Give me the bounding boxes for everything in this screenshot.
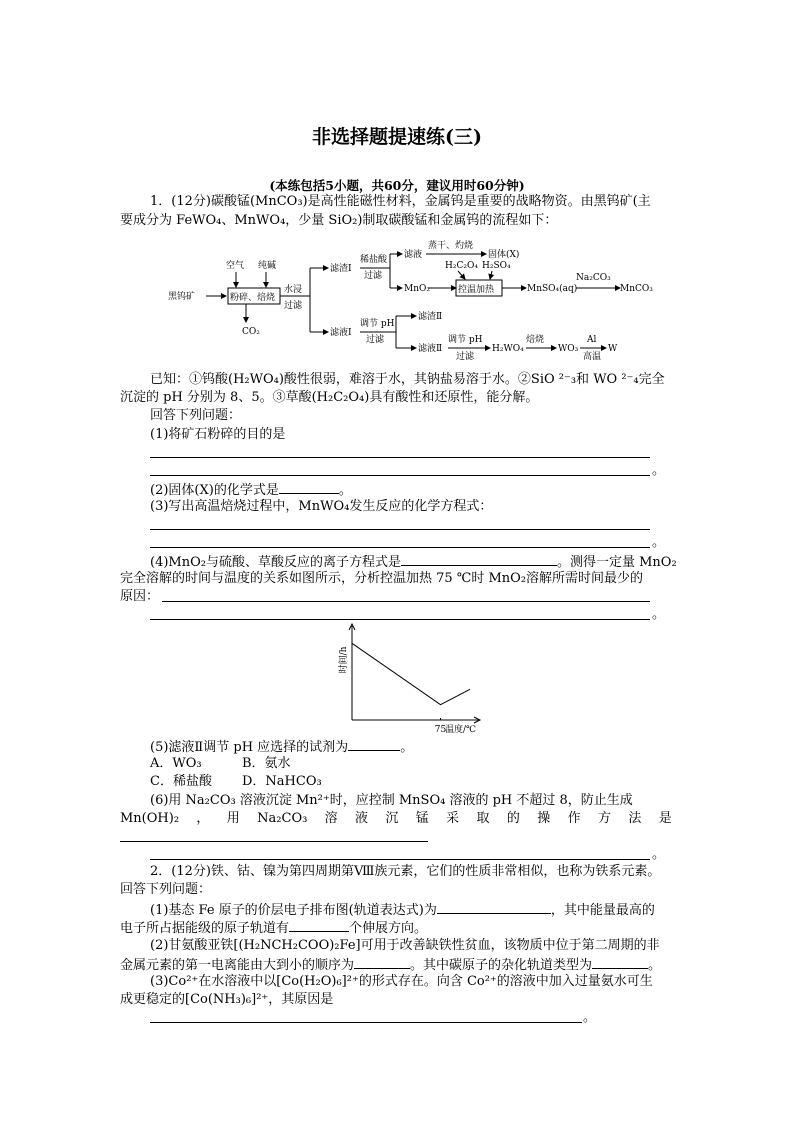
- flow-w: W: [608, 344, 618, 354]
- page-title: 非选择题提速练(三): [312, 126, 482, 148]
- q1-part1-answer-line1[interactable]: [150, 457, 650, 458]
- flow-h2so4: H₂SO₄: [482, 261, 511, 271]
- flow-calcine: 焙烧: [526, 335, 545, 345]
- q1-part6-period: 。: [652, 847, 666, 862]
- q1-option-b[interactable]: B．氨水: [242, 756, 291, 771]
- q1-part6-word: ，: [196, 811, 210, 826]
- flow-roast: 粉碎、焙烧: [230, 293, 276, 303]
- q1-part4-answer-line1[interactable]: [162, 601, 650, 602]
- flow-mnso4: MnSO₄(aq): [527, 284, 578, 294]
- q1-part6-word: 的: [506, 811, 520, 826]
- q1-part6-word: 沉: [385, 811, 399, 826]
- q2-part1-blank2[interactable]: [289, 918, 349, 932]
- flow-h2wo4: H₂WO₄: [492, 344, 524, 354]
- flow-filtrate2: 滤液Ⅱ: [418, 344, 443, 354]
- q2-part1-blank1[interactable]: [437, 900, 551, 914]
- q1-part6-word: Na₂CO₃: [257, 811, 308, 826]
- q1-part6-word: 方: [598, 811, 612, 826]
- q2-part3-period: 。: [583, 1010, 597, 1025]
- q1-part6-answer-line2[interactable]: [150, 859, 650, 860]
- flow-filter1: 过滤: [284, 301, 303, 311]
- flow-filter3: 过滤: [366, 335, 385, 345]
- q1-part4: (4)MnO₂与硫酸、草酸反应的离子方程式是 。测得一定量 MnO₂: [150, 552, 677, 571]
- flow-base: 纯碱: [258, 261, 277, 271]
- q2-intro-line1: 2．(12分)铁、钴、镍为第四周期第Ⅷ族元素，它们的性质非常相似，也称为铁系元素。: [150, 864, 661, 879]
- q2-part1-line2: 电子所占据能级的原子轨道有 个伸展方向。: [120, 918, 427, 937]
- q2-part2-line1: (2)甘氨酸亚铁[(H₂NCH₂COO)₂Fe]可用于改善缺铁性贫血，该物质中位于第二周期的非: [150, 938, 660, 953]
- q1-part1-period: 。: [652, 463, 666, 478]
- q1-part5-blank[interactable]: [348, 737, 400, 751]
- q1-part6-word: 用: [226, 811, 240, 826]
- q2-part2-blank2[interactable]: [592, 955, 648, 969]
- q2-part2-line2: 金属元素的第一电离能由大到小的顺序为 。其中碳原子的杂化轨道类型为 。: [120, 955, 661, 974]
- q1-known-line1: 已知：①钨酸(H₂WO₄)酸性很弱，难溶于水，其钠盐易溶于水。②SiO ²⁻₃和 WO ²⁻₄完全: [150, 372, 665, 387]
- flow-filtrate-top: 滤液: [404, 250, 423, 260]
- q1-part6-word: 采: [446, 811, 460, 826]
- q1-option-d[interactable]: D．NaHCO₃: [242, 774, 322, 789]
- flow-adjust-ph2: 调节 pH: [448, 335, 483, 345]
- flow-adjust-ph1: 调节 pH: [360, 319, 395, 329]
- q1-part5: (5)滤液Ⅱ调节 pH 应选择的试剂为 。: [150, 737, 413, 756]
- q1-option-c[interactable]: C．稀盐酸: [150, 774, 212, 789]
- chart-series-line: [352, 643, 470, 704]
- q2-part3-line2: 成更稳定的[Co(NH₃)₆]²⁺，其原因是: [120, 992, 334, 1007]
- q1-part3-period: 。: [652, 535, 666, 550]
- q1-part3-answer-line1[interactable]: [150, 529, 650, 530]
- chart-y-axis-label: 时间/h: [339, 646, 349, 674]
- flow-evap: 蒸干、灼烧: [428, 241, 474, 251]
- q1-part6-word: 液: [355, 811, 369, 826]
- q1-part6-word: 作: [567, 811, 581, 826]
- q1-answer-prompt: 回答下列问题：: [150, 408, 242, 423]
- flow-ore: 黑钨矿: [168, 292, 196, 302]
- q1-part6-answer-line1[interactable]: [120, 841, 428, 842]
- flow-filter4: 过滤: [456, 352, 475, 362]
- flow-mno2: MnO₂: [404, 284, 430, 294]
- q1-part4-blank[interactable]: [401, 552, 557, 566]
- flow-temp-heat: 控温加热: [458, 285, 495, 295]
- q1-part3: (3)写出高温焙烧过程中，MnWO₄发生反应的化学方程式：: [150, 499, 493, 514]
- q1-intro-line2: 要成分为 FeWO₄、MnWO₄，少量 SiO₂)制取碳酸锰和金属钨的流程如下：: [120, 213, 558, 228]
- process-flow-diagram: [160, 236, 660, 364]
- q1-part1: (1)将矿石粉碎的目的是: [150, 427, 286, 442]
- flow-al: Al: [587, 335, 597, 345]
- q1-part4-line2: 完全溶解的时间与温度的关系如图所示，分析控温加热 75 ℃时 MnO₂溶解所需时间最少的: [120, 571, 644, 586]
- flow-high-temp: 高温: [583, 352, 602, 362]
- flow-co2: CO₂: [242, 327, 260, 337]
- flow-filter2: 过滤: [364, 271, 383, 281]
- flow-leach: 水浸: [284, 285, 303, 295]
- flow-na2co3: Na₂CO₃: [576, 273, 611, 283]
- flow-wo3: WO₃: [558, 344, 579, 354]
- q1-part4-line3: 原因：: [120, 589, 160, 604]
- flow-solid-x: 固体(X): [488, 250, 520, 260]
- q1-part6-word: 溶: [324, 811, 338, 826]
- q2-part3-answer-line[interactable]: [150, 1022, 582, 1023]
- q1-option-a[interactable]: A．WO₃: [150, 756, 202, 771]
- flow-dil-hcl: 稀盐酸: [360, 255, 388, 265]
- q1-part6-line2: [120, 810, 672, 827]
- flow-residue2: 滤渣Ⅱ: [418, 312, 443, 322]
- q1-part6-word: 锰: [415, 811, 429, 826]
- q2-part3-line1: (3)Co²⁺在水溶液中以[Co(H₂O)₆]²⁺的形式存在。向含 Co²⁺的溶液中加入过量氨水可生: [150, 974, 653, 989]
- q1-part2: (2)固体(X)的化学式是 。: [150, 480, 352, 499]
- q1-part1-answer-line2[interactable]: [150, 475, 650, 476]
- q1-known-line2: 沉淀的 pH 分别为 8、5。③草酸(H₂C₂O₄)具有酸性和还原性，能分解。: [120, 390, 539, 405]
- q1-part6-word: Mn(OH)₂: [120, 811, 180, 826]
- q1-part6-word: 法: [628, 811, 642, 826]
- q1-part6-word: 操: [537, 811, 551, 826]
- q2-answer-prompt: 回答下列问题：: [120, 882, 212, 897]
- q1-part6-word: 是: [658, 811, 672, 826]
- flow-air: 空气: [226, 261, 245, 271]
- flow-h2c2o4: H₂C₂O₄: [445, 261, 478, 271]
- q2-part2-blank1[interactable]: [354, 955, 410, 969]
- q1-part2-blank[interactable]: [279, 480, 339, 494]
- q1-part4-period: 。: [652, 607, 666, 622]
- q1-part3-answer-line2[interactable]: [150, 547, 650, 548]
- flow-filtrate1: 滤液Ⅰ: [330, 328, 352, 338]
- chart-x-tick-label: 75: [434, 725, 447, 735]
- chart-x-axis-label: 温度/℃: [445, 725, 477, 735]
- q2-part1-line1: (1)基态 Fe 原子的价层电子排布图(轨道表达式)为 ，其中能量最高的: [150, 900, 655, 919]
- time-temperature-chart: [320, 620, 500, 740]
- flow-residue1: 滤渣Ⅰ: [330, 264, 352, 274]
- q1-intro-line1: 1．(12分)碳酸锰(MnCO₃)是高性能磁性材料，金属钨是重要的战略物资。由黑钨矿(主: [150, 194, 651, 209]
- exercise-instructions: (本练包括5小题，共60分，建议用时60分钟): [269, 178, 525, 193]
- flow-mnco3: MnCO₃: [620, 284, 653, 294]
- q1-part6-word: 取: [476, 811, 490, 826]
- q1-part6-line1: (6)用 Na₂CO₃ 溶液沉淀 Mn²⁺时，应控制 MnSO₄ 溶液的 pH 不超过 8，防止生成: [150, 793, 633, 808]
